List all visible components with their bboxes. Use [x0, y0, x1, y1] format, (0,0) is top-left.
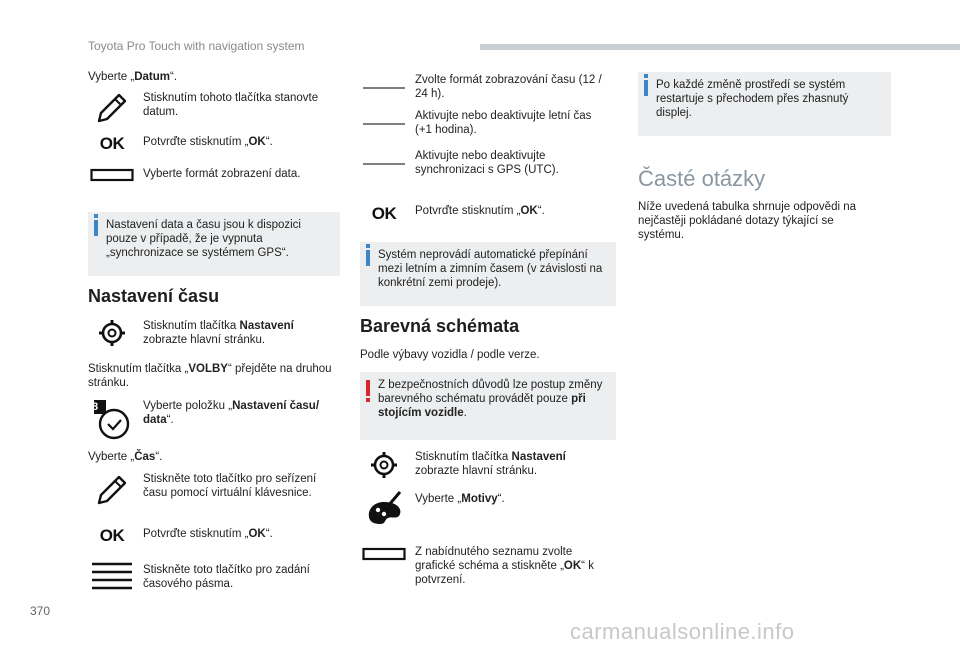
badge-number: 8 [92, 401, 99, 413]
ok-icon[interactable]: OK [99, 134, 125, 153]
ok-icon[interactable]: OK [99, 526, 125, 545]
step-settings-main [88, 318, 340, 348]
step-text: Zvolte formát zobrazování času (12 / 24 h). [415, 74, 602, 100]
step-confirm-ok-3 [360, 202, 616, 226]
heading-time-settings: Nastavení času [88, 286, 220, 306]
info-icon [366, 250, 370, 266]
select-date-line: Vyberte „Datum“. [88, 71, 178, 83]
step-text: Stisknutím tohoto tlačítka stanovte datum. [143, 92, 319, 118]
step-choose-scheme [360, 542, 616, 590]
button-bar-icon[interactable] [88, 163, 136, 187]
step-date-format [88, 163, 340, 187]
step-time-zone [88, 560, 340, 592]
page-number: 370 [30, 604, 51, 618]
options-line: Stisknutím tlačítka „VOLBY“ přejděte na druhou stránku. [88, 363, 332, 389]
info-note-summer-time: Systém neprovádí automatické přepínání mezi letním a zimním časem (v závislosti na konkrétní zemi prodeje). [360, 242, 616, 306]
step-text: Potvrďte stisknutím „OK“. [143, 136, 273, 148]
step-text: Z nabídnutého seznamu zvolte grafické schéma a stiskněte „OK“ k potvrzení. [415, 546, 594, 586]
step-time-date-settings [88, 398, 340, 442]
step-confirm-ok-2 [88, 524, 340, 548]
step-text: Stiskněte toto tlačítko pro seřízení času pomocí virtuální klávesnice. [143, 473, 317, 499]
step-text: Stiskněte toto tlačítko pro zadání časového pásma. [143, 564, 310, 590]
pencil-icon[interactable] [88, 470, 136, 510]
equipment-line: Podle výbavy vozidla / podle verze. [360, 349, 540, 361]
info-note-date-time: Nastavení data a času jsou k dispozici pouze v případě, že je vypnuta „synchronizace se systémem GPS“. [88, 212, 340, 276]
warning-note: Z bezpečnostních důvodů lze postup změny barevného schématu provádět pouze při stojícím vozidle. [360, 372, 616, 440]
step-gps-sync [360, 148, 616, 180]
step-text: Stisknutím tlačítka Nastavení zobrazte hlavní stránku. [415, 451, 566, 477]
step-text: Vyberte „Motivy“. [415, 493, 505, 505]
gear-icon[interactable] [88, 318, 136, 348]
info-icon [94, 220, 98, 236]
faq-paragraph: Níže uvedená tabulka shrnuje odpovědi na nejčastěji pokládané dotazy týkající se systému. [638, 201, 857, 241]
palette-icon[interactable] [360, 488, 408, 528]
info-icon [644, 80, 648, 96]
heading-faq: Časté otázky [638, 166, 766, 191]
step-text: Vyberte formát zobrazení data. [143, 168, 301, 180]
header-title: Toyota Pro Touch with navigation system [88, 39, 305, 53]
heading-color-schemes: Barevná schémata [360, 316, 520, 336]
step-themes [360, 488, 616, 528]
button-bar-icon[interactable] [360, 542, 408, 566]
gear-icon[interactable] [360, 450, 408, 480]
step-time-format [360, 72, 616, 104]
menu-list-icon[interactable] [88, 560, 136, 592]
header-bar [480, 44, 960, 50]
warning-icon [366, 380, 370, 396]
watermark: carmanualsonline.info [570, 619, 795, 644]
ok-icon[interactable]: OK [371, 204, 397, 223]
step-text: Vyberte položku „Nastavení času/ data“. [143, 400, 320, 426]
step-summer-time [360, 108, 616, 140]
step-text: Stisknutím tlačítka Nastavení zobrazte hlavní stránku. [143, 320, 294, 346]
step-text: Potvrďte stisknutím „OK“. [415, 205, 545, 217]
toggle-line-icon[interactable] [360, 72, 408, 104]
step-set-date [88, 88, 340, 128]
step-confirm-ok-1 [88, 132, 340, 156]
toggle-line-icon[interactable] [360, 148, 408, 180]
step-text: Aktivujte nebo deaktivujte letní čas (+1 hodina). [415, 110, 592, 136]
step-set-time [88, 470, 340, 510]
pencil-icon[interactable] [88, 88, 136, 128]
step-settings-main-2 [360, 450, 616, 480]
select-time-line: Vyberte „Čas“. [88, 451, 163, 463]
info-note-restart: Po každé změně prostředí se systém restartuje s přechodem přes zhasnutý displej. [638, 72, 891, 136]
toggle-line-icon[interactable] [360, 108, 408, 140]
step-text: Aktivujte nebo deaktivujte synchronizaci s GPS (UTC). [415, 150, 559, 176]
step-text: Potvrďte stisknutím „OK“. [143, 528, 273, 540]
